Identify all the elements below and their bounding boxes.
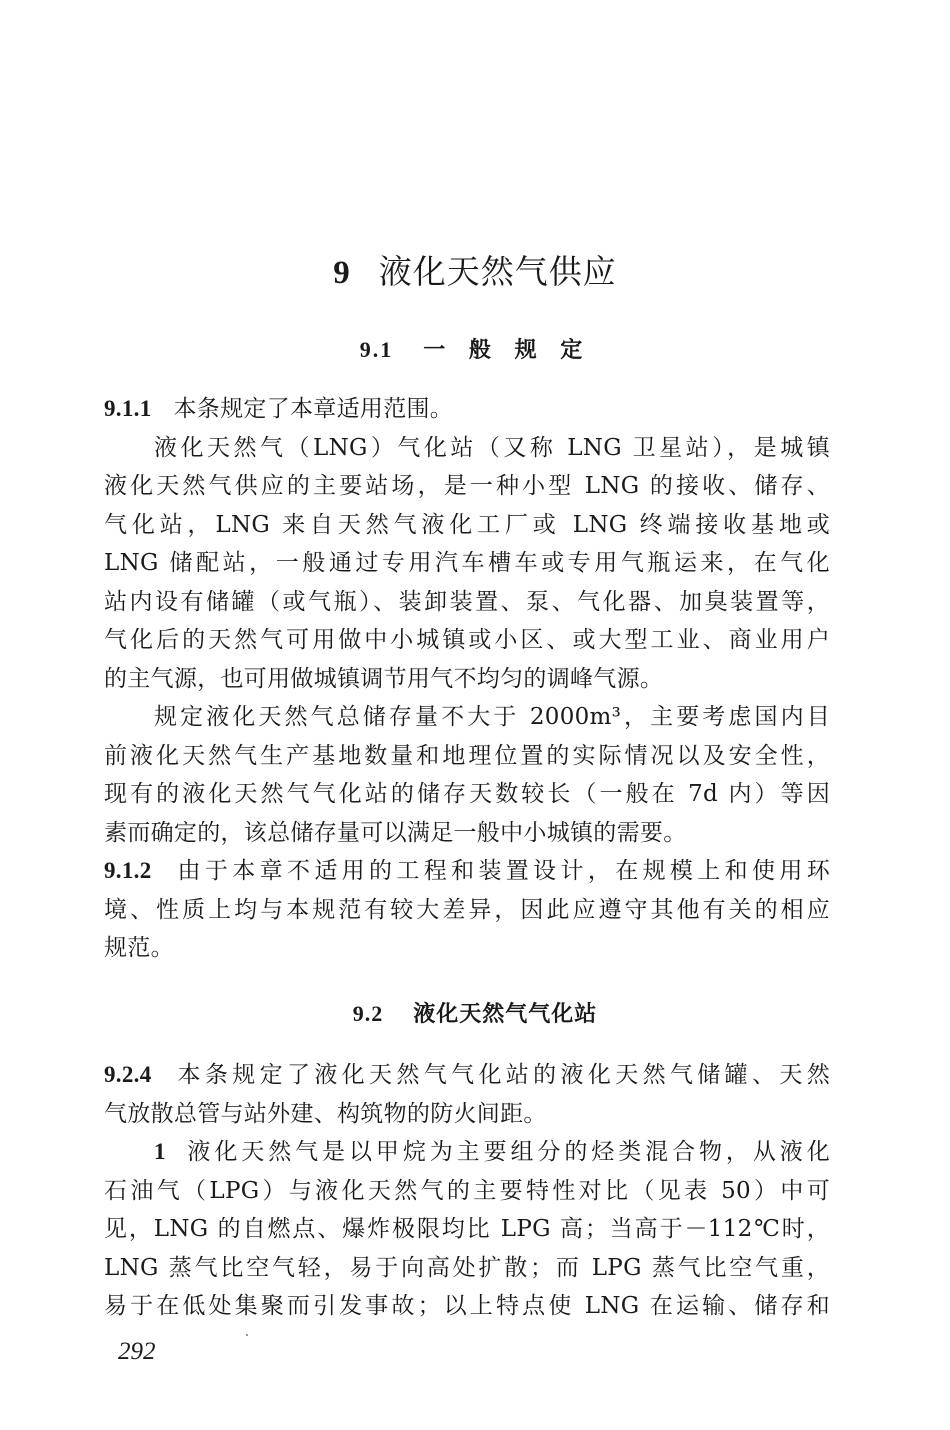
text-line	[104, 390, 830, 429]
text-line: 境、性质上均与本规范有较大差异，因此应遵守其他有关的相应	[104, 896, 830, 923]
text-line: 见，LNG 的自燃点、爆炸极限均比 LPG 高；当高于－112℃时，	[104, 1216, 830, 1242]
clause-9-1-1	[104, 390, 830, 852]
text-line: 现有的液化天然气气化站的储存天数较长（一般在 7d 内）等因	[104, 781, 830, 807]
text-line	[104, 1133, 830, 1172]
clause-9-2-4	[104, 1056, 830, 1326]
text-line: 规范。	[104, 935, 174, 961]
text-line: 规定液化天然气总储存量不大于 2000m³，主要考虑国内目	[154, 704, 830, 730]
text-line-content: 液化天然气是以甲烷为主要组分的烃类混合物，从液化	[183, 1139, 830, 1165]
text-line: 素而确定的，该总储存量可以满足一般中小城镇的需要。	[104, 819, 687, 846]
text-line: 前液化天然气生产基地数量和地理位置的实际情况以及安全性，	[104, 742, 830, 769]
text-line: 易于在低处集聚而引发事故；以上特点使 LNG 在运输、储存和	[104, 1293, 830, 1319]
clause-9-1-2	[104, 852, 830, 968]
item-number: 1	[154, 1139, 166, 1164]
scan-dot	[246, 1334, 248, 1336]
chapter-heading	[0, 248, 950, 297]
section-number: 9.1	[359, 337, 394, 362]
text-line: 液化天然气（LNG）气化站（又称 LNG 卫星站），是城镇	[154, 434, 830, 461]
clause-number: 9.2.4	[104, 1062, 152, 1087]
text-line-content: 本条规定了液化天然气气化站的液化天然气储罐、天然	[173, 1062, 830, 1088]
section-title: 一 般 规 定	[423, 338, 591, 363]
chapter-title: 液化天然气供应	[378, 252, 617, 291]
section-title: 液化天然气气化站	[413, 1002, 598, 1027]
text-line	[104, 852, 830, 891]
text-line: LNG 储配站，一般通过专用汽车槽车或专用气瓶运来，在气化	[104, 550, 830, 576]
section-heading-9-1	[0, 333, 950, 368]
text-line-content: 本条规定了本章适用范围。	[173, 396, 454, 422]
text-line: LNG 蒸气比空气轻，易于向高处扩散；而 LPG 蒸气比空气重，	[104, 1254, 830, 1281]
text-line: 的主气源，也可用做城镇调节用气不均匀的调峰气源。	[104, 665, 664, 692]
text-line-content: 由于本章不适用的工程和装置设计，在规模上和使用环	[173, 858, 830, 884]
section-heading-9-2	[0, 997, 950, 1032]
text-line: 液化天然气供应的主要站场，是一种小型 LNG 的接收、储存、	[104, 473, 830, 499]
clause-number: 9.1.2	[104, 858, 152, 883]
text-line: 气化后的天然气可用做中小城镇或小区、或大型工业、商业用户	[104, 627, 830, 653]
page-number: 292	[118, 1338, 156, 1365]
section-number: 9.2	[352, 1001, 384, 1026]
clause-number: 9.1.1	[104, 396, 152, 421]
text-line: 站内设有储罐（或气瓶）、装卸装置、泵、气化器、加臭装置等，	[104, 588, 830, 615]
chapter-number: 9	[333, 255, 351, 291]
text-line	[104, 1056, 830, 1095]
text-line: 气化站，LNG 来自天然气液化工厂或 LNG 终端接收基地或	[104, 511, 830, 538]
text-line: 石油气（LPG）与液化天然气的主要特性对比（见表 50）中可	[104, 1177, 830, 1204]
text-line: 气放散总管与站外建、构筑物的防火间距。	[104, 1100, 547, 1127]
